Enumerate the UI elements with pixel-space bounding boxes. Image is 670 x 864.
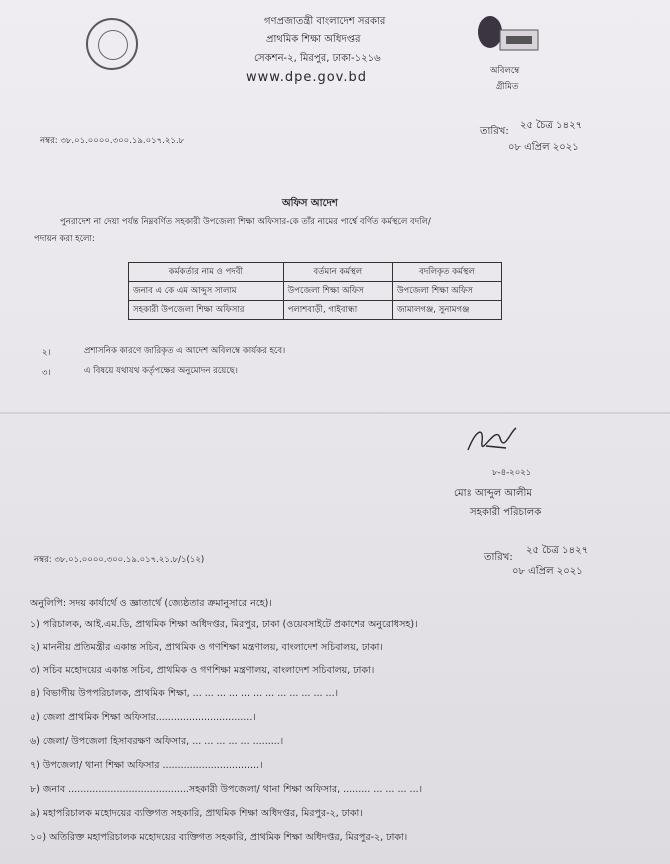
copy-item: ৫) জেলা প্রাথমিক শিক্ষা অফিসার................................। — [30, 712, 256, 723]
copy-item: ৯) মহাপরিচালক মহোদয়ের ব্যক্তিগত সহকারি, প্রাথমিক শিক্ষা অধিদপ্তর, মিরপুর-২, ঢাকা। — [30, 808, 363, 819]
point-text: প্রশাসনিক কারণে জারিকৃত এ আদেশ অবিলম্বে কার্যকর হবে। — [84, 346, 286, 356]
table-row — [129, 282, 502, 301]
table-cell: সহকারী উপজেলা শিক্ষা অফিসার — [129, 301, 284, 320]
memo2-number: নম্বর: ৩৮.০১.০০০০.৩০০.১৯.০১৭.২১.৮/১(১২) — [34, 555, 205, 565]
point-text: এ বিষয়ে যথাযথ কর্তৃপক্ষের অনুমোদন রয়েছে। — [84, 366, 238, 376]
table-cell: জামালগঞ্জ, সুনামগঞ্জ — [392, 301, 501, 320]
memo-number: নম্বর: ৩৮.০১.০০০০.৩০০.১৯.০১৭.২১.৮ — [40, 136, 185, 146]
copy-item: ১) পরিচালক, আই.এম.ডি, প্রাথমিক শিক্ষা অধিদপ্তর, মিরপুর, ঢাকা (ওয়েবসাইটে প্রকাশের অনুরোধসহ)। — [30, 619, 418, 630]
copy-item: ২) মাননীয় প্রতিমন্ত্রীর একান্ত সচিব, প্রাথমিক ও গণশিক্ষা মন্ত্রণালয়, বাংলাদেশ সচিবালয়, ঢাকা। — [30, 642, 383, 653]
header-line-2: প্রাথমিক শিক্ষা অধিদপ্তর — [266, 34, 361, 45]
copy-item: ৪) বিভাগীয় উপপরিচালক, প্রাথমিক শিক্ষা, ... ... ... ... ... ... ... ... ... ... ... ...। — [30, 688, 338, 699]
signatory-designation: সহকারী পরিচালক — [470, 507, 542, 518]
order-title: অফিস আদেশ — [282, 198, 338, 209]
table-cell: জনাব এ কে এম আব্দুস সালাম — [129, 282, 284, 301]
mujib-borsho-logo-icon — [470, 10, 542, 62]
memo2-date-label: তারিখ: — [484, 552, 513, 563]
order-intro-line-2: পদায়ন করা হলো: — [34, 234, 95, 244]
copy-item: ৮) জনাব ........................................সহকারী উপজেলা/ থানা শিক্ষা অফিসার, ......... ... ... ... ...। — [30, 784, 423, 795]
copies-intro: অনুলিপি: সদয় কার্যার্থে ও জ্ঞাতার্থে (জ্যেষ্ঠতার ক্রমানুসারে নহে)। — [30, 598, 272, 609]
memo-date-label: তারিখ: — [480, 126, 509, 137]
table-header-cell: বদলিকৃত কর্মস্থল — [392, 263, 501, 282]
copy-item: ১০) অতিরিক্ত মহাপরিচালক মহোদয়ের ব্যক্তিগত সহকারি, প্রাথমিক শিক্ষা অধিদপ্তর, মিরপুর-২, ঢাকা। — [30, 832, 408, 843]
memo2-date-english: ০৮ এপ্রিল ২০২১ — [512, 566, 583, 577]
signature-date: ৮-৪-২০২১ — [492, 468, 532, 478]
header-line-1: গণপ্রজাতন্ত্রী বাংলাদেশ সরকার — [264, 16, 386, 27]
table-cell: পলাশবাড়ী, গাইবান্ধা — [283, 301, 392, 320]
copy-item: ৩) সচিব মহোদয়ের একান্ত সচিব, প্রাথমিক ও গণশিক্ষা মন্ত্রণালয়, বাংলাদেশ সচিবালয়, ঢাকা। — [30, 665, 375, 676]
header-website-link[interactable]: www.dpe.gov.bd — [246, 70, 367, 85]
memo-date-bangla: ২৫ চৈত্র ১৪২৭ — [520, 120, 583, 131]
slogan-line-1: অবিলম্বে — [490, 66, 520, 76]
memo-date-english: ০৮ এপ্রিল ২০২১ — [508, 142, 579, 153]
paper-fold — [0, 412, 670, 414]
header-line-3: সেকশন-২, মিরপুর, ঢাকা-১২১৬ — [254, 53, 381, 64]
transfer-table — [128, 262, 502, 320]
table-cell: উপজেলা শিক্ষা অফিস — [283, 282, 392, 301]
signatory-name: মোঃ আব্দুল আলীম — [454, 488, 532, 499]
handwritten-signature-icon — [462, 420, 522, 460]
government-seal-icon — [86, 18, 138, 70]
table-header-row — [129, 263, 502, 282]
copy-item: ৭) উপজেলা/ থানা শিক্ষা অফিসার ................................। — [30, 760, 263, 771]
table-cell: উপজেলা শিক্ষা অফিস — [392, 282, 501, 301]
table-header-cell: বর্তমান কর্মস্থল — [283, 263, 392, 282]
point-number: ৩। — [42, 368, 51, 378]
table-row — [129, 301, 502, 320]
memo2-date-bangla: ২৫ চৈত্র ১৪২৭ — [526, 545, 589, 556]
copy-item: ৬) জেলা/ উপজেলা হিসাবরক্ষণ অফিসার, ... ... ... ... ... .........। — [30, 736, 284, 747]
table-header-cell: কর্মকর্তার নাম ও পদবী — [129, 263, 284, 282]
slogan-line-2: গ্রীমিত — [496, 82, 519, 92]
order-intro-line-1: পুনরাদেশ না দেয়া পর্যন্ত নিম্নবর্ণিত সহকারী উপজেলা শিক্ষা অফিসার-কে তাঁর নামের পার্শ্বে বর্ণিত কর্মস্থলে বদলি/ — [60, 217, 431, 227]
point-number: ২। — [42, 348, 51, 358]
